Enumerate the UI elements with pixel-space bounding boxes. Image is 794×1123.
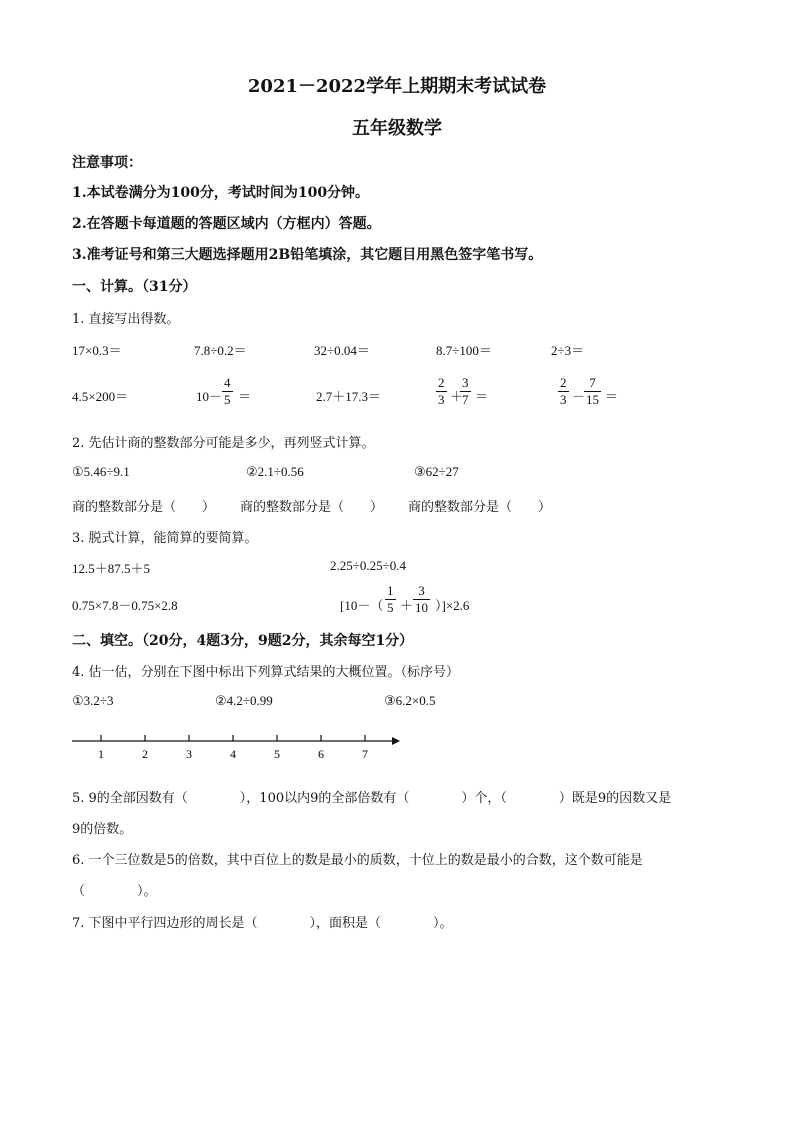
q2-answer: 商的整数部分是（ ） <box>72 500 216 515</box>
q5-line: 5. 9的全部因数有（ ），100以内9的全部倍数有（ ）个，（ ）既是9的因数又是 <box>72 791 672 806</box>
q2-answer: 商的整数部分是（ ） <box>408 500 552 515</box>
q3-expr: 2.25÷0.25÷0.4 <box>330 558 407 573</box>
fraction-denominator: 15 <box>586 392 599 407</box>
number-line-tick-label: 7 <box>362 747 368 761</box>
q1-expr-post: ＝ <box>475 389 489 404</box>
q6-line: （ ）。 <box>72 884 157 899</box>
q2-prompt: 2. 先估计商的整数部分可能是多少，再列竖式计算。 <box>72 436 375 451</box>
q1-expr: 17×0.3＝ <box>72 343 122 358</box>
q1-expr: 2÷3＝ <box>551 343 585 358</box>
q1-expr: 2.7＋17.3＝ <box>316 389 382 404</box>
number-line-tick-label: 1 <box>98 747 104 761</box>
q4-item: ①3.2÷3 <box>72 693 114 708</box>
fraction <box>222 375 233 408</box>
exam-title: 2021－2022学年上期期末考试试卷 <box>247 76 547 97</box>
q3-prompt: 3. 脱式计算，能简算的要简算。 <box>72 531 258 546</box>
fraction-numerator: 4 <box>224 375 231 390</box>
q3-expr-post: ）]×2.6 <box>435 598 470 613</box>
q1-operator: ＋ <box>450 389 464 404</box>
fraction <box>413 583 430 616</box>
fraction <box>385 583 396 616</box>
fraction-numerator: 3 <box>418 583 425 598</box>
number-line-tick-label: 3 <box>186 747 192 761</box>
fraction-denominator: 3 <box>438 392 445 407</box>
q4-item: ②4.2÷0.99 <box>215 693 273 708</box>
q5-line: 9的倍数。 <box>72 822 133 837</box>
fraction-numerator: 3 <box>462 375 469 390</box>
note-item: 1.本试卷满分为100分，考试时间为100分钟。 <box>72 185 370 201</box>
fraction-denominator: 3 <box>560 392 567 407</box>
fraction <box>584 375 601 408</box>
q1-expr: 8.7÷100＝ <box>436 343 492 358</box>
q1-expr: 32÷0.04＝ <box>314 343 370 358</box>
fraction <box>558 375 569 408</box>
q3-expr: 12.5＋87.5＋5 <box>72 561 151 576</box>
fraction <box>460 375 471 408</box>
fraction-denominator: 5 <box>224 392 231 407</box>
exam-subtitle: 五年级数学 <box>352 118 442 139</box>
note-item: 2.在答题卡每道题的答题区域内（方框内）答题。 <box>72 216 381 232</box>
q2-answer: 商的整数部分是（ ） <box>240 500 384 515</box>
section1-heading: 一、计算。（31分） <box>72 279 197 295</box>
q1-expr: 4.5×200＝ <box>72 389 129 404</box>
number-line-tick-label: 5 <box>274 747 280 761</box>
q2-item: ③62÷27 <box>414 464 459 479</box>
number-line-tick-label: 2 <box>142 747 148 761</box>
fraction-numerator: 1 <box>387 583 394 598</box>
q2-item: ①5.46÷9.1 <box>72 464 130 479</box>
q2-item: ②2.1÷0.56 <box>246 464 304 479</box>
q3-expr-pre: [10－（ <box>340 598 384 613</box>
fraction-numerator: 2 <box>438 375 445 390</box>
note-item: 3.准考证号和第三大题选择题用2B铅笔填涂，其它题目用黑色签字笔书写。 <box>72 247 543 263</box>
section2-heading: 二、填空。（20分，4题3分，9题2分，其余每空1分） <box>72 633 414 649</box>
fraction <box>436 375 447 408</box>
number-line-tick-label: 6 <box>318 747 324 761</box>
q7-line: 7. 下图中平行四边形的周长是（ ），面积是（ ）。 <box>72 916 453 931</box>
notes-heading: 注意事项： <box>72 155 142 171</box>
fraction-numerator: 2 <box>560 375 567 390</box>
arrow-right-icon <box>392 737 400 745</box>
fraction-numerator: 7 <box>589 375 596 390</box>
q3-operator: ＋ <box>400 598 414 613</box>
fraction-denominator: 10 <box>415 600 428 615</box>
q6-line: 6. 一个三位数是5的倍数，其中百位上的数是最小的质数，十位上的数是最小的合数，这个数可能是 <box>72 853 643 868</box>
fraction-denominator: 5 <box>387 600 394 615</box>
q1-expr: 7.8÷0.2＝ <box>194 343 247 358</box>
number-line-tick-label: 4 <box>230 747 236 761</box>
q4-prompt: 4. 估一估，分别在下图中标出下列算式结果的大概位置。（标序号） <box>72 665 460 680</box>
q1-expr-post: ＝ <box>605 389 619 404</box>
number-line <box>68 728 408 768</box>
q1-expr-post: ＝ <box>238 389 252 404</box>
q3-expr: 0.75×7.8－0.75×2.8 <box>72 598 178 613</box>
q1-expr-pre: 10－ <box>196 389 223 404</box>
q1-operator: － <box>572 389 586 404</box>
fraction-denominator: 7 <box>462 392 469 407</box>
q4-item: ③6.2×0.5 <box>384 693 436 708</box>
q1-prompt: 1. 直接写出得数。 <box>72 312 180 327</box>
